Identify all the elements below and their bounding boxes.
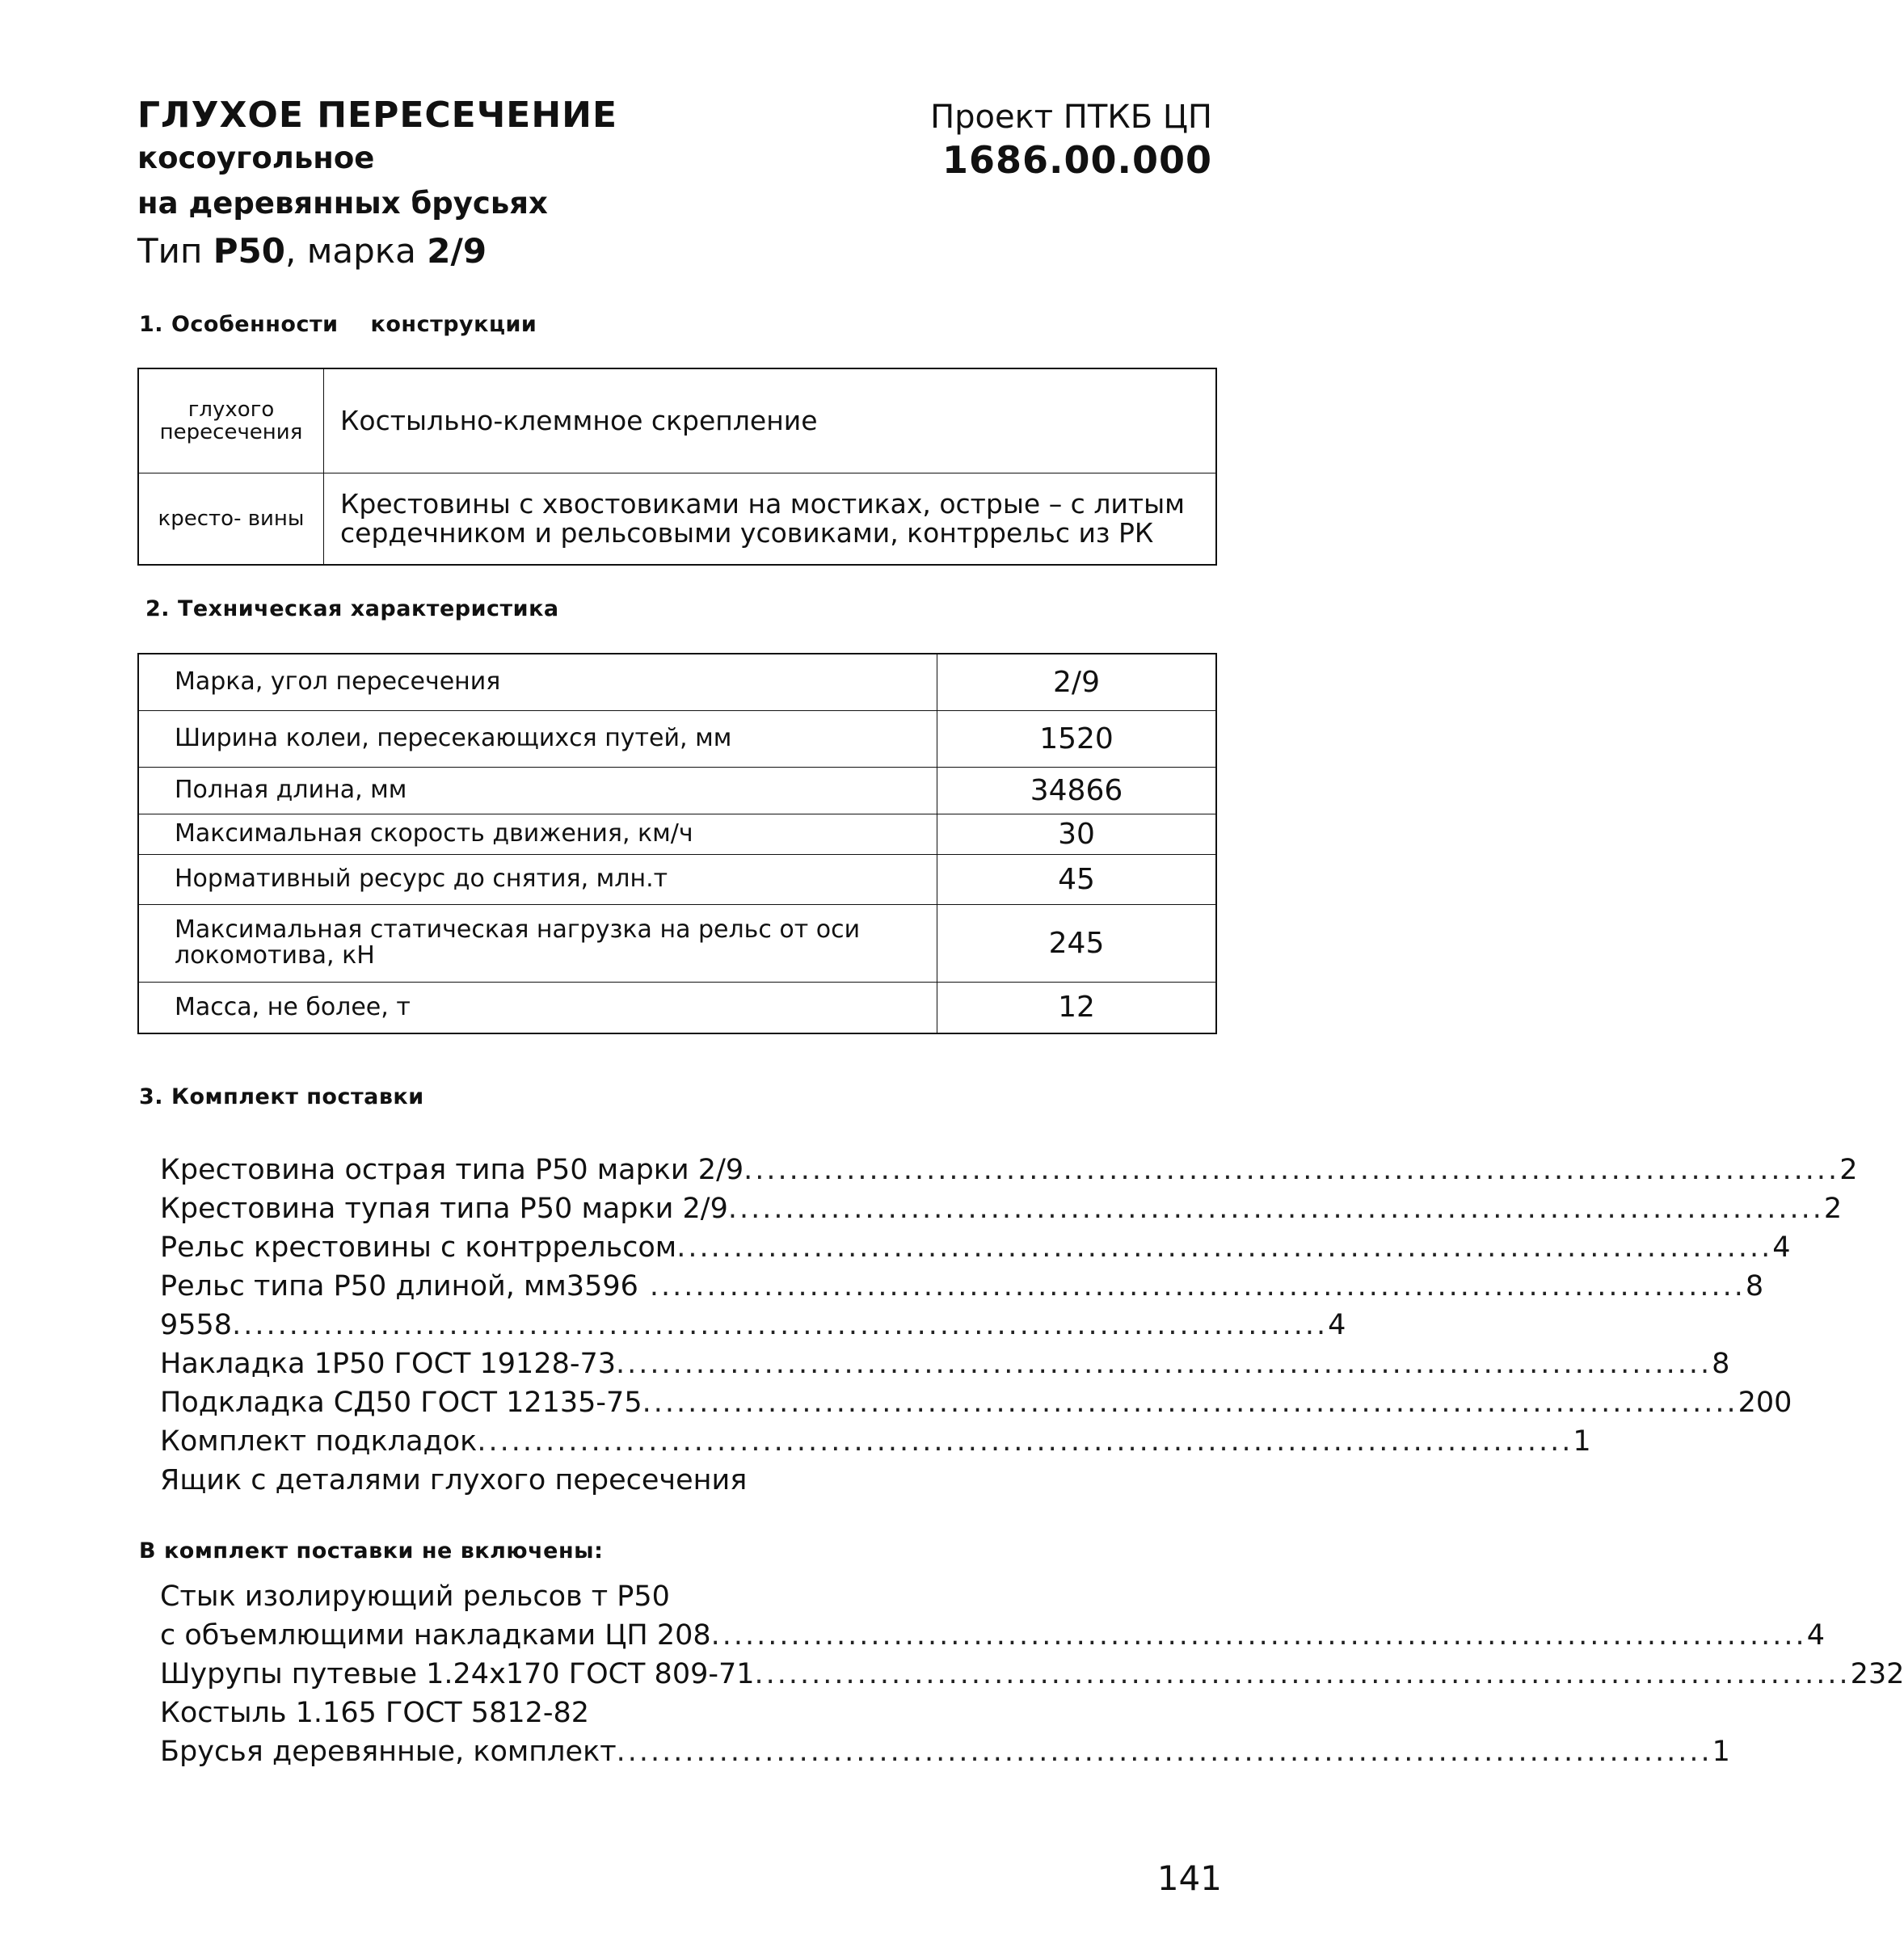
list-item: Рельс крестовины с контррельсом ................................................................................................ 4 <box>160 1231 1791 1264</box>
param-cell: Марка, угол пересечения <box>138 654 937 710</box>
type-prefix: Тип <box>137 231 213 271</box>
table-row <box>138 767 1216 814</box>
param-cell: Масса, не более, т <box>138 982 937 1033</box>
list-item: Рельс типа Р50 длиной, мм 3596 ................................................................................................ 8 <box>160 1267 1017 1306</box>
list-item: Шурупы путевые 1.24х170 ГОСТ 809-71 ................................................................................................ 232 <box>160 1658 1904 1690</box>
value-cell: 45 <box>937 854 1217 904</box>
row-value: Крестовины с хвостовиками на мостиках, острые – с литым сердечником и рельсовыми усовиками, контррельс из РК <box>324 473 1217 566</box>
value-cell: 1520 <box>937 710 1217 767</box>
construction-features-table <box>137 368 1217 566</box>
param-cell: Максимальная скорость движения, км/ч <box>138 814 937 854</box>
project-label: Проект ПТКБ ЦП <box>930 99 1212 136</box>
list-item: Ящик с деталями глухого пересечения <box>160 1464 748 1496</box>
list-item: Стык изолирующий рельсов т Р50 <box>160 1580 670 1613</box>
param-cell: Нормативный ресурс до снятия, млн.т <box>138 854 937 904</box>
value-cell: 245 <box>937 904 1217 982</box>
excluded-list <box>160 1577 1904 1771</box>
section2-heading: 2. Техническая характеристика <box>145 596 559 621</box>
value-cell: 2/9 <box>937 654 1217 710</box>
table-row <box>138 473 1216 566</box>
table-row <box>138 814 1216 854</box>
table-row <box>138 854 1216 904</box>
list-item: Брусья деревянные, комплект ................................................................................................ 1 <box>160 1736 1730 1768</box>
rail-length: 3596 <box>566 1270 638 1303</box>
mark-prefix: , марка <box>285 231 428 271</box>
table-row <box>138 710 1216 767</box>
list-item: Подкладка СД50 ГОСТ 12135-75 ................................................................................................ 200 <box>160 1387 1792 1419</box>
subtitle-sleepers: на деревянных брусьях <box>137 186 548 221</box>
row-value: Костыльно-клеммное скрепление <box>324 368 1217 473</box>
supply-list <box>160 1151 1858 1500</box>
list-item: Крестовина тупая типа Р50 марки 2/9 ................................................................................................ 2 <box>160 1193 1843 1225</box>
table-row <box>138 904 1216 982</box>
list-item: Накладка 1Р50 ГОСТ 19128-73 ................................................................................................ 8 <box>160 1348 1730 1380</box>
project-number: 1686.00.000 <box>941 138 1212 182</box>
rail-length: 9558 <box>160 1309 233 1341</box>
subtitle-oblique: косоугольное <box>137 141 375 175</box>
table-row <box>138 982 1216 1033</box>
value-cell: 34866 <box>937 767 1217 814</box>
param-cell: Максимальная статическая нагрузка на рельс от оси локомотива, кН <box>138 904 937 982</box>
row-label: кресто- вины <box>138 473 324 566</box>
table-row <box>138 368 1216 473</box>
row-label: глухого пересечения <box>138 368 324 473</box>
value-cell: 30 <box>937 814 1217 854</box>
list-item: Костыль 1.165 ГОСТ 5812-82 <box>160 1697 590 1729</box>
mark-value: 2/9 <box>427 231 487 271</box>
list-item: 9558 ................................................................................................ 4 <box>160 1306 1017 1345</box>
value-cell: 12 <box>937 982 1217 1033</box>
project-block <box>808 97 1212 183</box>
page-number: 141 <box>1156 1858 1222 1898</box>
section3-heading: 3. Комплект поставки <box>139 1084 424 1109</box>
title-block <box>137 95 865 276</box>
param-cell: Полная длина, мм <box>138 767 937 814</box>
page-title: ГЛУХОЕ ПЕРЕСЕЧЕНИЕ <box>137 95 618 136</box>
excluded-heading: В комплект поставки не включены: <box>139 1538 604 1563</box>
section1-heading: 1. Особенности конструкции <box>139 312 537 337</box>
type-value: Р50 <box>213 231 285 271</box>
table-row <box>138 654 1216 710</box>
param-cell: Ширина колеи, пересекающихся путей, мм <box>138 710 937 767</box>
list-item: Комплект подкладок ................................................................................................ 1 <box>160 1425 1591 1458</box>
type-line <box>137 226 865 276</box>
list-item: с объемлющими накладками ЦП 208 ................................................................................................ 4 <box>160 1619 1825 1652</box>
technical-spec-table <box>137 653 1217 1034</box>
list-item: Крестовина острая типа Р50 марки 2/9 ................................................................................................ 2 <box>160 1154 1858 1186</box>
